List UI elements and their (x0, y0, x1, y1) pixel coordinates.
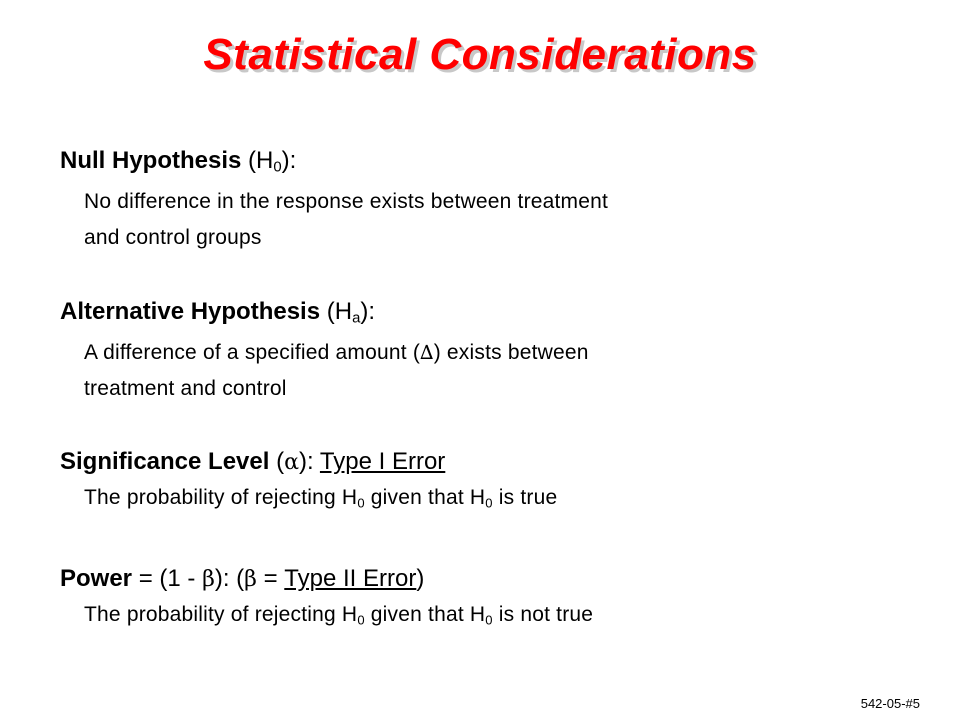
significance-desc-c: is true (492, 486, 558, 509)
power-eq-2: = (256, 565, 285, 592)
power-eq: = (1 - (132, 565, 203, 592)
power-desc-line (84, 597, 920, 633)
significance-desc-sub-1: 0 (357, 495, 365, 511)
delta-symbol: ∆ (420, 341, 434, 364)
alt-desc-pre: A difference of a specified amount ( (84, 341, 421, 364)
power-section (60, 564, 920, 633)
slide-title: Statistical Considerations (203, 30, 757, 79)
significance-label: Significance Level (60, 448, 270, 475)
null-hypothesis-heading (60, 146, 920, 176)
alt-hypothesis-section (60, 297, 920, 407)
alt-desc-post: ) exists between (433, 341, 589, 364)
alt-hypothesis-sub: a (352, 310, 361, 327)
power-desc-sub-2: 0 (485, 612, 493, 628)
significance-open: ( (269, 448, 285, 475)
power-mid: ): ( (214, 565, 245, 592)
slide-footer-id: 542-05-#5 (860, 696, 920, 711)
alt-hypothesis-desc-line-2: treatment and control (84, 377, 287, 400)
significance-heading (60, 447, 920, 478)
null-hypothesis-open: (H (241, 147, 274, 174)
type-i-error-label: Type I Error (319, 448, 446, 475)
significance-section (60, 447, 920, 516)
alt-hypothesis-description (84, 335, 920, 407)
power-desc-sub-1: 0 (357, 612, 365, 628)
power-close: ) (416, 565, 425, 592)
power-heading (60, 564, 920, 595)
null-hypothesis-close: ): (281, 147, 297, 174)
alt-hypothesis-label: Alternative Hypothesis (60, 298, 321, 325)
alt-hypothesis-heading (60, 297, 920, 327)
alt-hypothesis-desc-line-1 (84, 335, 920, 371)
null-hypothesis-section (60, 146, 920, 256)
null-hypothesis-desc-line-2: and control groups (84, 226, 262, 249)
type-ii-error-label: Type II Error (284, 565, 417, 592)
power-desc-a: The probability of rejecting H (84, 603, 358, 626)
alpha-symbol: α (284, 450, 300, 475)
significance-description (84, 480, 920, 516)
null-hypothesis-description (84, 184, 920, 256)
significance-desc-line (84, 480, 920, 516)
null-hypothesis-label: Null Hypothesis (60, 147, 242, 174)
significance-desc-b: given that H (364, 486, 486, 509)
power-desc-c: is not true (492, 603, 594, 626)
null-hypothesis-sub: 0 (273, 159, 282, 176)
null-hypothesis-desc-line-1: No difference in the response exists between treatment (84, 190, 609, 213)
beta-symbol-1: β (202, 567, 215, 592)
significance-close: ): (299, 448, 320, 475)
significance-desc-a: The probability of rejecting H (84, 486, 358, 509)
power-description (84, 597, 920, 633)
power-desc-b: given that H (364, 603, 486, 626)
alt-hypothesis-open: (H (320, 298, 353, 325)
significance-desc-sub-2: 0 (485, 495, 493, 511)
alt-hypothesis-close: ): (360, 298, 376, 325)
beta-symbol-2: β (244, 567, 257, 592)
power-label: Power (60, 565, 133, 592)
